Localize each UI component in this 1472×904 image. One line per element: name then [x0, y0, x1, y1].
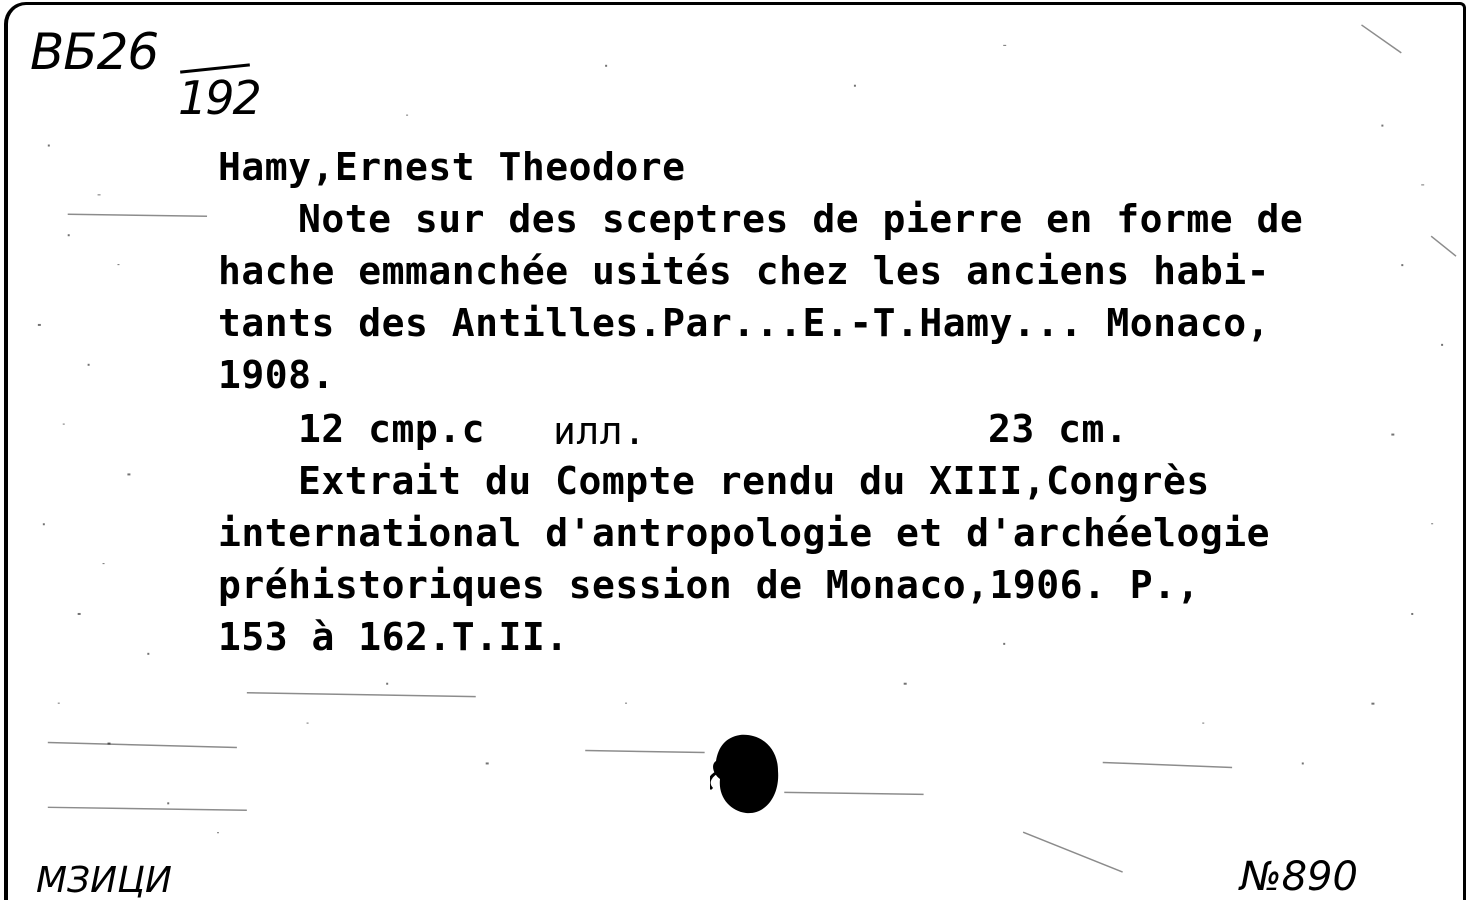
author-heading: Hamy,Ernest Theodore	[218, 145, 686, 189]
collation-illustrations: илл.	[553, 409, 647, 453]
collation-size: 23 cm.	[988, 407, 1129, 451]
shelfmark-main: ВБ26	[30, 23, 159, 81]
shelfmark-sub: 192	[178, 71, 260, 125]
note-line-4: 153 à 162.T.II.	[218, 615, 569, 659]
stamp-left: МЗИЦИ	[36, 860, 172, 900]
collation-pagination: 12 cmp.c	[298, 407, 486, 451]
note-line-2: international d'antropologie et d'archéelogie	[218, 511, 1271, 555]
ink-blot	[710, 731, 782, 817]
title-line-4: 1908.	[218, 353, 335, 397]
note-line-1: Extrait du Compte rendu du XIII,Congrès	[298, 459, 1210, 503]
title-line-3: tants des Antilles.Par...E.-T.Hamy... Monaco,	[218, 301, 1271, 345]
shelfmark	[30, 23, 270, 137]
catalog-card	[4, 2, 1466, 900]
accession-number: №890	[1240, 854, 1358, 900]
title-line-1: Note sur des sceptres de pierre en forme de	[298, 197, 1304, 241]
title-line-2: hache emmanchée usités chez les anciens habi-	[218, 249, 1271, 293]
note-line-3: préhistoriques session de Monaco,1906. P.,	[218, 563, 1200, 607]
